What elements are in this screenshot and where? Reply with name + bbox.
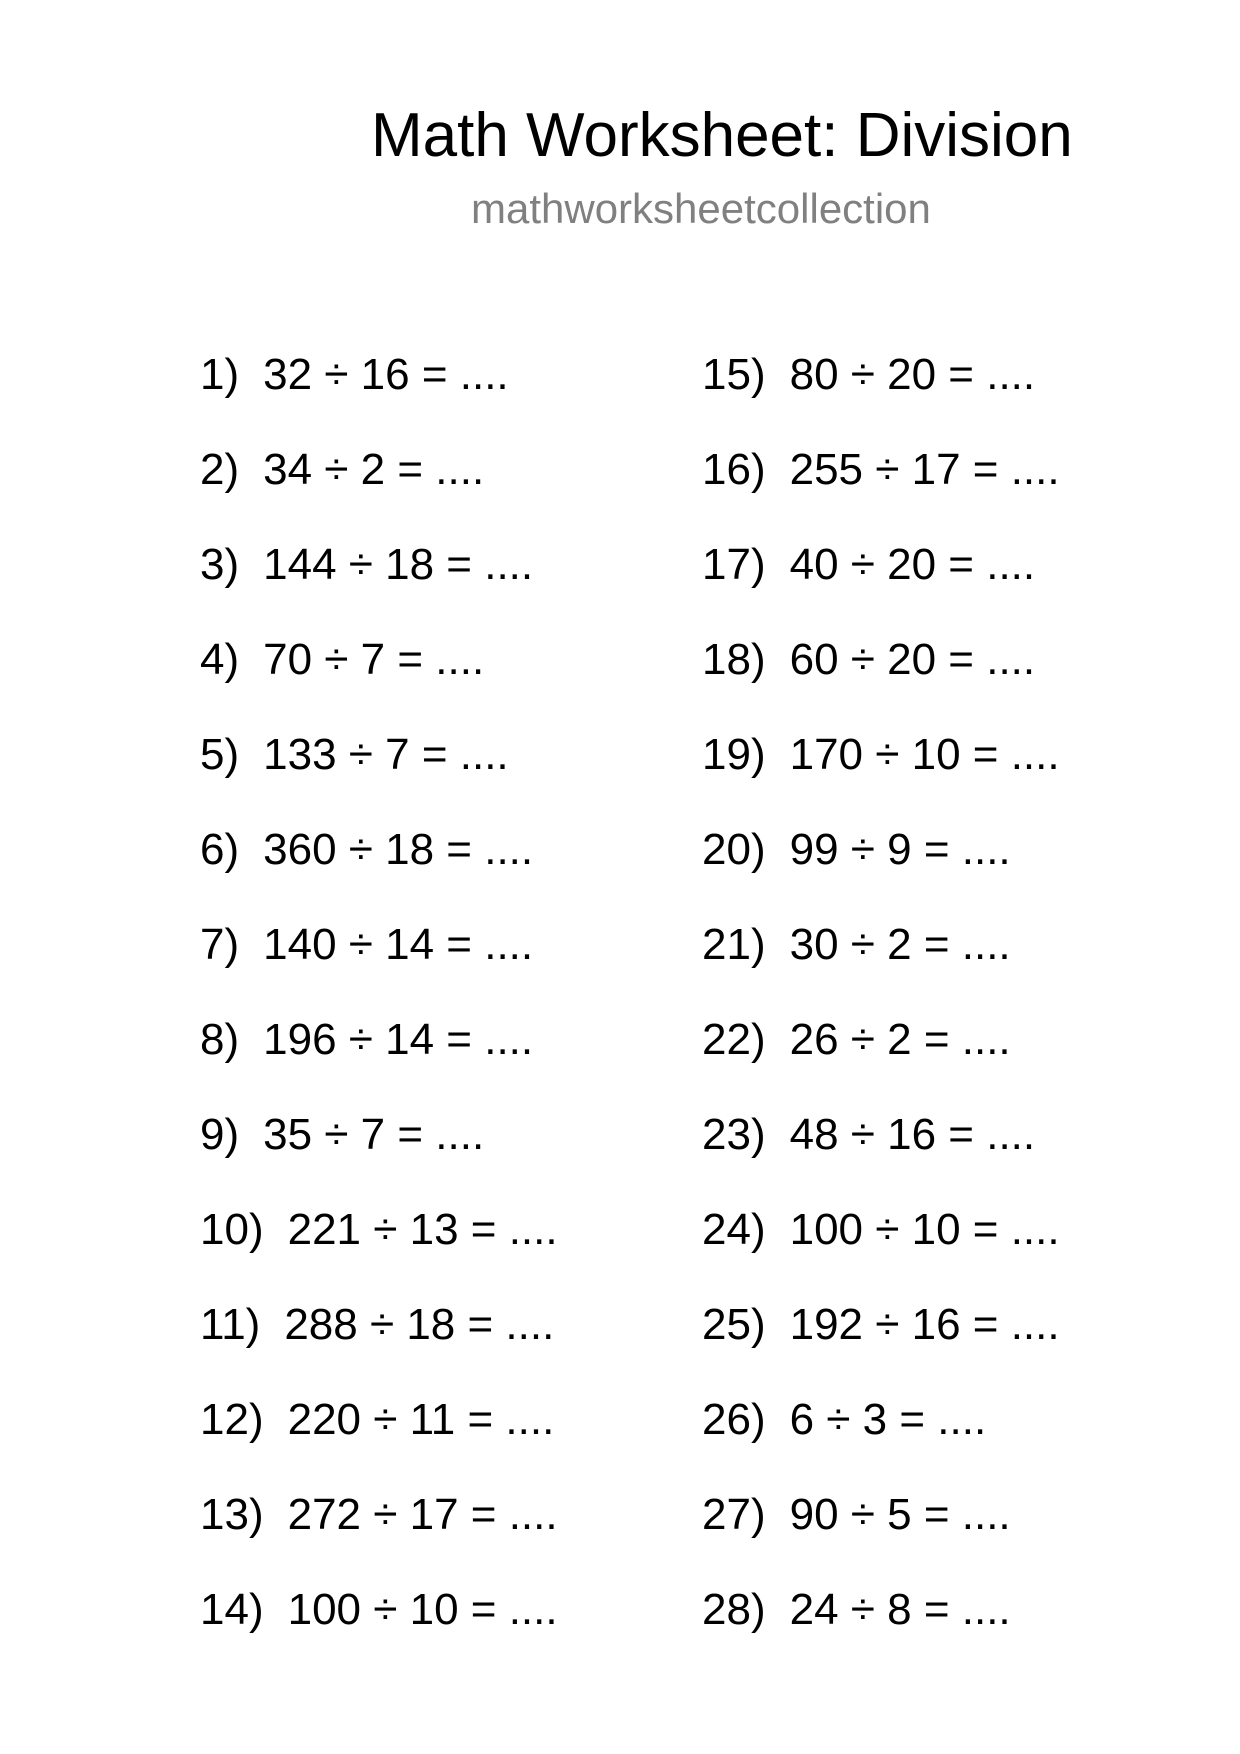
problem-item <box>702 443 1060 538</box>
problem-expression: 80 ÷ 20 = .... <box>789 350 1036 399</box>
problem-item <box>200 633 558 728</box>
problem-item <box>200 918 558 1013</box>
problem-number: 18) <box>702 635 766 684</box>
problem-item <box>702 728 1060 823</box>
problem-expression: 100 ÷ 10 = .... <box>789 1205 1060 1254</box>
problem-number: 14) <box>200 1585 264 1634</box>
problem-expression: 170 ÷ 10 = .... <box>789 730 1060 779</box>
problem-number: 2) <box>200 445 240 494</box>
problem-expression: 99 ÷ 9 = .... <box>789 825 1011 874</box>
problem-expression: 192 ÷ 16 = .... <box>789 1300 1060 1349</box>
problem-expression: 133 ÷ 7 = .... <box>263 730 509 779</box>
problem-item <box>702 633 1060 728</box>
problem-item <box>200 1013 558 1108</box>
problem-number: 10) <box>200 1205 264 1254</box>
problem-item <box>200 538 558 633</box>
problem-column-left <box>200 348 558 1678</box>
problem-expression: 34 ÷ 2 = .... <box>263 445 485 494</box>
problem-item <box>200 348 558 443</box>
problem-item <box>200 1488 558 1583</box>
problem-number: 20) <box>702 825 766 874</box>
problem-item <box>702 1203 1060 1298</box>
problem-expression: 24 ÷ 8 = .... <box>789 1585 1011 1634</box>
problem-number: 21) <box>702 920 766 969</box>
problem-item <box>200 1298 558 1393</box>
problem-item <box>200 1393 558 1488</box>
problem-expression: 360 ÷ 18 = .... <box>263 825 534 874</box>
problem-item <box>702 1013 1060 1108</box>
problem-item <box>702 1583 1060 1678</box>
problem-expression: 26 ÷ 2 = .... <box>789 1015 1011 1064</box>
problem-number: 15) <box>702 350 766 399</box>
problem-number: 9) <box>200 1110 240 1159</box>
page-title: Math Worksheet: Division <box>371 101 1073 170</box>
problem-expression: 48 ÷ 16 = .... <box>789 1110 1036 1159</box>
problem-item <box>702 823 1060 918</box>
problem-expression: 35 ÷ 7 = .... <box>263 1110 485 1159</box>
problem-item <box>200 1108 558 1203</box>
problem-column-right <box>702 348 1060 1678</box>
problem-number: 13) <box>200 1490 264 1539</box>
problem-item <box>200 1203 558 1298</box>
problem-expression: 90 ÷ 5 = .... <box>789 1490 1011 1539</box>
problem-expression: 221 ÷ 13 = .... <box>287 1205 558 1254</box>
problem-number: 4) <box>200 635 240 684</box>
problem-number: 22) <box>702 1015 766 1064</box>
problem-expression: 70 ÷ 7 = .... <box>263 635 485 684</box>
problem-item <box>702 1298 1060 1393</box>
problem-item <box>200 1583 558 1678</box>
problem-expression: 6 ÷ 3 = .... <box>789 1395 987 1444</box>
problem-expression: 40 ÷ 20 = .... <box>789 540 1036 589</box>
problem-number: 25) <box>702 1300 766 1349</box>
problem-item <box>200 823 558 918</box>
problem-number: 23) <box>702 1110 766 1159</box>
problem-number: 7) <box>200 920 240 969</box>
problem-item <box>702 918 1060 1013</box>
problem-item <box>200 728 558 823</box>
problem-expression: 100 ÷ 10 = .... <box>287 1585 558 1634</box>
problem-expression: 288 ÷ 18 = .... <box>284 1300 555 1349</box>
problem-expression: 60 ÷ 20 = .... <box>789 635 1036 684</box>
problem-expression: 220 ÷ 11 = .... <box>287 1395 555 1444</box>
problem-expression: 30 ÷ 2 = .... <box>789 920 1011 969</box>
problem-expression: 255 ÷ 17 = .... <box>789 445 1060 494</box>
problem-number: 12) <box>200 1395 264 1444</box>
problem-number: 6) <box>200 825 240 874</box>
problem-number: 3) <box>200 540 240 589</box>
problem-number: 1) <box>200 350 240 399</box>
problem-number: 8) <box>200 1015 240 1064</box>
problem-expression: 32 ÷ 16 = .... <box>263 350 509 399</box>
problem-expression: 140 ÷ 14 = .... <box>263 920 534 969</box>
problem-number: 24) <box>702 1205 766 1254</box>
problem-item <box>702 1488 1060 1583</box>
problem-number: 28) <box>702 1585 766 1634</box>
problem-item <box>702 348 1060 443</box>
problem-item <box>702 1393 1060 1488</box>
problem-expression: 196 ÷ 14 = .... <box>263 1015 534 1064</box>
problem-number: 19) <box>702 730 766 779</box>
problem-expression: 272 ÷ 17 = .... <box>287 1490 558 1539</box>
problem-item <box>702 1108 1060 1203</box>
problem-number: 11) <box>200 1300 261 1349</box>
problem-item <box>200 443 558 538</box>
problem-item <box>702 538 1060 633</box>
problem-number: 17) <box>702 540 766 589</box>
page-subtitle: mathworksheetcollection <box>471 185 931 232</box>
problem-number: 5) <box>200 730 240 779</box>
problem-number: 16) <box>702 445 766 494</box>
problem-expression: 144 ÷ 18 = .... <box>263 540 534 589</box>
problem-number: 26) <box>702 1395 766 1444</box>
problem-number: 27) <box>702 1490 766 1539</box>
